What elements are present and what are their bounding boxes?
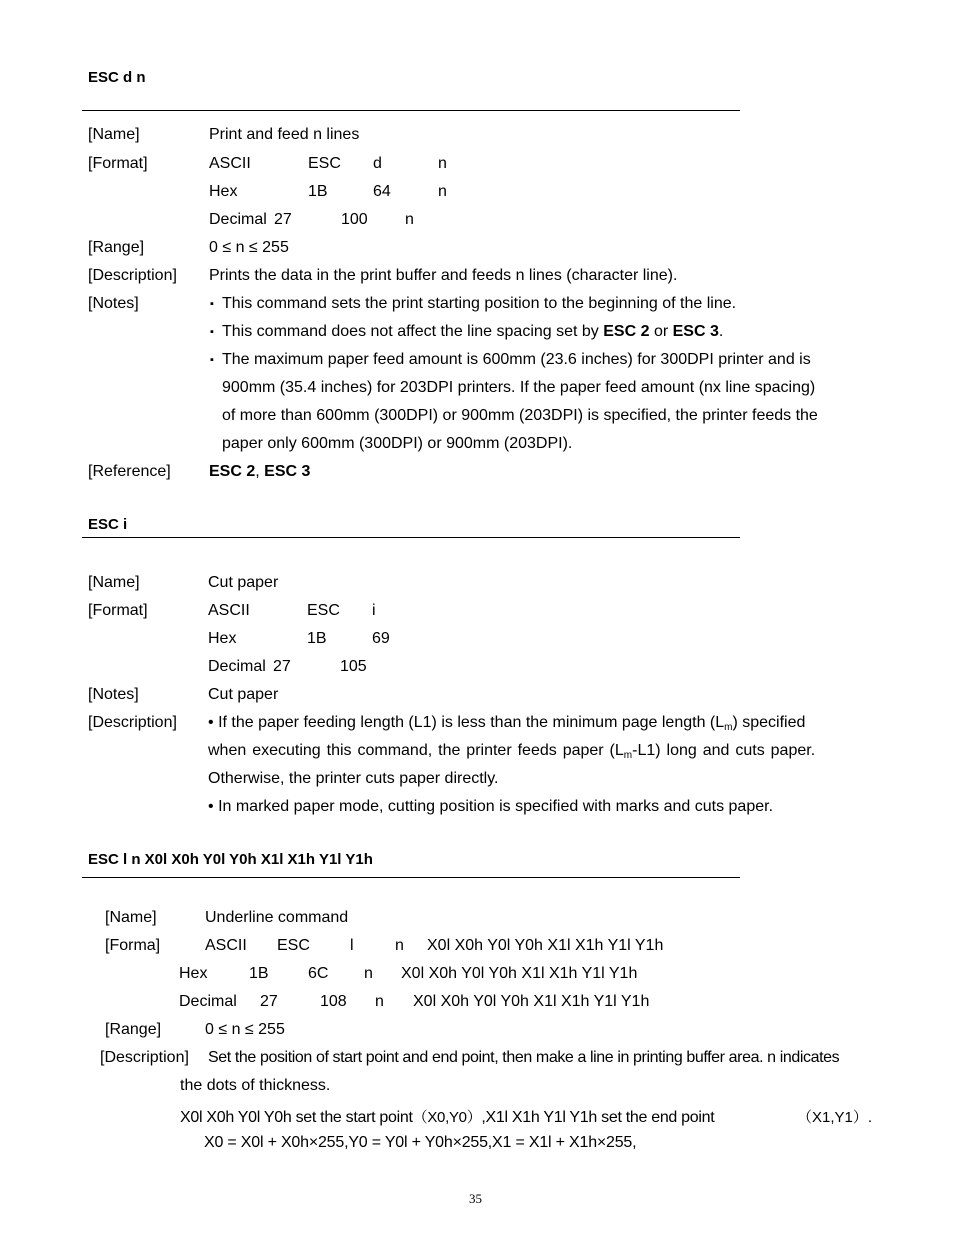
formula-text: X0 = X0l + X0h×255,Y0 = Y0l + Y0h×255,X1 = X1l + X1h×255, bbox=[204, 1134, 637, 1151]
format-ascii-value: i bbox=[372, 602, 376, 619]
command-ref: ESC 2 bbox=[603, 323, 650, 340]
format-decimal-label: Decimal bbox=[179, 993, 237, 1010]
range-label: [Range] bbox=[88, 239, 145, 256]
format-ascii-params: X0l X0h Y0l Y0h X1l X1h Y1l Y1h bbox=[427, 937, 664, 954]
format-decimal-value: 100 bbox=[341, 211, 368, 228]
reference-label: [Reference] bbox=[88, 463, 171, 480]
format-decimal-label: Decimal bbox=[208, 658, 266, 675]
range-label: [Range] bbox=[105, 1021, 162, 1038]
format-decimal-value: 27 bbox=[260, 993, 278, 1010]
format-hex-label: Hex bbox=[208, 630, 237, 647]
format-hex-value: 1B bbox=[308, 183, 328, 200]
format-hex-value: 6C bbox=[308, 965, 329, 982]
format-hex-value: n bbox=[364, 965, 373, 982]
format-ascii-value: ESC bbox=[308, 155, 341, 172]
section-title-esc-d-n: ESC d n bbox=[88, 69, 146, 86]
format-ascii-value: n bbox=[395, 937, 404, 954]
description-label: [Description] bbox=[88, 714, 177, 731]
format-ascii-label: ASCII bbox=[209, 155, 251, 172]
format-hex-value: 69 bbox=[372, 630, 390, 647]
notes-label: [Notes] bbox=[88, 295, 139, 312]
format-label: [Forma] bbox=[105, 937, 161, 954]
format-hex-value: 1B bbox=[307, 630, 327, 647]
reference-value: ESC 2, ESC 3 bbox=[209, 463, 311, 480]
command-ref: ESC 3 bbox=[672, 323, 719, 340]
description-label: [Description] bbox=[100, 1049, 189, 1066]
format-ascii-label: ASCII bbox=[208, 602, 250, 619]
format-hex-value: 64 bbox=[373, 183, 391, 200]
section-divider bbox=[82, 537, 740, 538]
description-text: • In marked paper mode, cutting position is specified with marks and cuts paper. bbox=[208, 798, 774, 815]
format-decimal-value: 27 bbox=[273, 658, 291, 675]
format-hex-value: 1B bbox=[249, 965, 269, 982]
note-text: of more than 600mm (300DPI) or 900mm (203DPI) is specified, the printer feeds the bbox=[222, 407, 818, 424]
format-decimal-value: 27 bbox=[274, 211, 292, 228]
note-text: 900mm (35.4 inches) for 203DPI printers. If the paper feed amount (nx line spacing) bbox=[222, 379, 816, 396]
name-value: Print and feed n lines bbox=[209, 126, 360, 143]
name-value: Underline command bbox=[205, 909, 349, 926]
range-value: 0 ≤ n ≤ 255 bbox=[205, 1021, 285, 1038]
format-ascii-value: ESC bbox=[277, 937, 310, 954]
description-text: Otherwise, the printer cuts paper directly. bbox=[208, 770, 499, 787]
format-decimal-label: Decimal bbox=[209, 211, 267, 228]
description-text: Prints the data in the print buffer and feeds n lines (character line). bbox=[209, 267, 678, 284]
bullet-dot: • bbox=[208, 798, 214, 815]
format-decimal-value: 105 bbox=[340, 658, 367, 675]
format-label: [Format] bbox=[88, 602, 148, 619]
format-hex-params: X0l X0h Y0l Y0h X1l X1h Y1l Y1h bbox=[401, 965, 638, 982]
bullet-square: ▪ bbox=[210, 354, 214, 366]
note-text: This command sets the print starting position to the beginning of the line. bbox=[222, 295, 737, 312]
format-label: [Format] bbox=[88, 155, 148, 172]
description-text: • If the paper feeding length (L1) is less than the minimum page length $(L_m)$ specified bbox=[208, 714, 806, 733]
description-text: X0l X0h Y0l Y0h set the start point（X0,Y0）,X1l X1h Y1l Y1h set the end point bbox=[180, 1109, 715, 1126]
format-decimal-value: n bbox=[405, 211, 414, 228]
section-title-esc-i: ESC i bbox=[88, 516, 128, 533]
description-label: [Description] bbox=[88, 267, 177, 284]
format-ascii-value: ESC bbox=[307, 602, 340, 619]
note-text: paper only 600mm (300DPI) or 900mm (203DPI). bbox=[222, 435, 573, 452]
name-label: [Name] bbox=[88, 126, 140, 143]
page-number: 35 bbox=[469, 1191, 482, 1206]
bullet-square: ▪ bbox=[210, 326, 214, 338]
description-text: （X1,Y1）. bbox=[797, 1109, 873, 1126]
description-text: Set the position of start point and end point, then make a line in printing buffer area. n indicates bbox=[208, 1049, 840, 1066]
name-label: [Name] bbox=[88, 574, 140, 591]
format-ascii-value: d bbox=[373, 155, 382, 172]
format-hex-label: Hex bbox=[179, 965, 208, 982]
note-text: The maximum paper feed amount is 600mm (23.6 inches) for 300DPI printer and is bbox=[222, 351, 811, 368]
bullet-square: ▪ bbox=[210, 298, 214, 310]
note-text: This command does not affect the line spacing set by ESC 2 or ESC 3. bbox=[222, 323, 724, 340]
format-hex-label: Hex bbox=[209, 183, 238, 200]
notes-label: [Notes] bbox=[88, 686, 139, 703]
description-text: when executing this command, the printer feeds paper $(L_m-L1)$ long and cuts paper. bbox=[208, 742, 816, 761]
range-value: 0 ≤ n ≤ 255 bbox=[209, 239, 289, 256]
format-decimal-value: n bbox=[375, 993, 384, 1010]
notes-value: Cut paper bbox=[208, 686, 279, 703]
name-label: [Name] bbox=[105, 909, 157, 926]
description-text: the dots of thickness. bbox=[180, 1077, 331, 1094]
format-ascii-label: ASCII bbox=[205, 937, 247, 954]
bullet-dot: • bbox=[208, 714, 214, 731]
name-value: Cut paper bbox=[208, 574, 279, 591]
format-ascii-value: n bbox=[438, 155, 447, 172]
section-divider bbox=[82, 110, 740, 111]
format-decimal-params: X0l X0h Y0l Y0h X1l X1h Y1l Y1h bbox=[413, 993, 650, 1010]
format-ascii-value: l bbox=[350, 937, 354, 954]
format-hex-value: n bbox=[438, 183, 447, 200]
format-decimal-value: 108 bbox=[320, 993, 347, 1010]
section-title-esc-l: ESC l n X0l X0h Y0l Y0h X1l X1h Y1l Y1h bbox=[88, 851, 373, 868]
section-divider bbox=[82, 877, 740, 878]
